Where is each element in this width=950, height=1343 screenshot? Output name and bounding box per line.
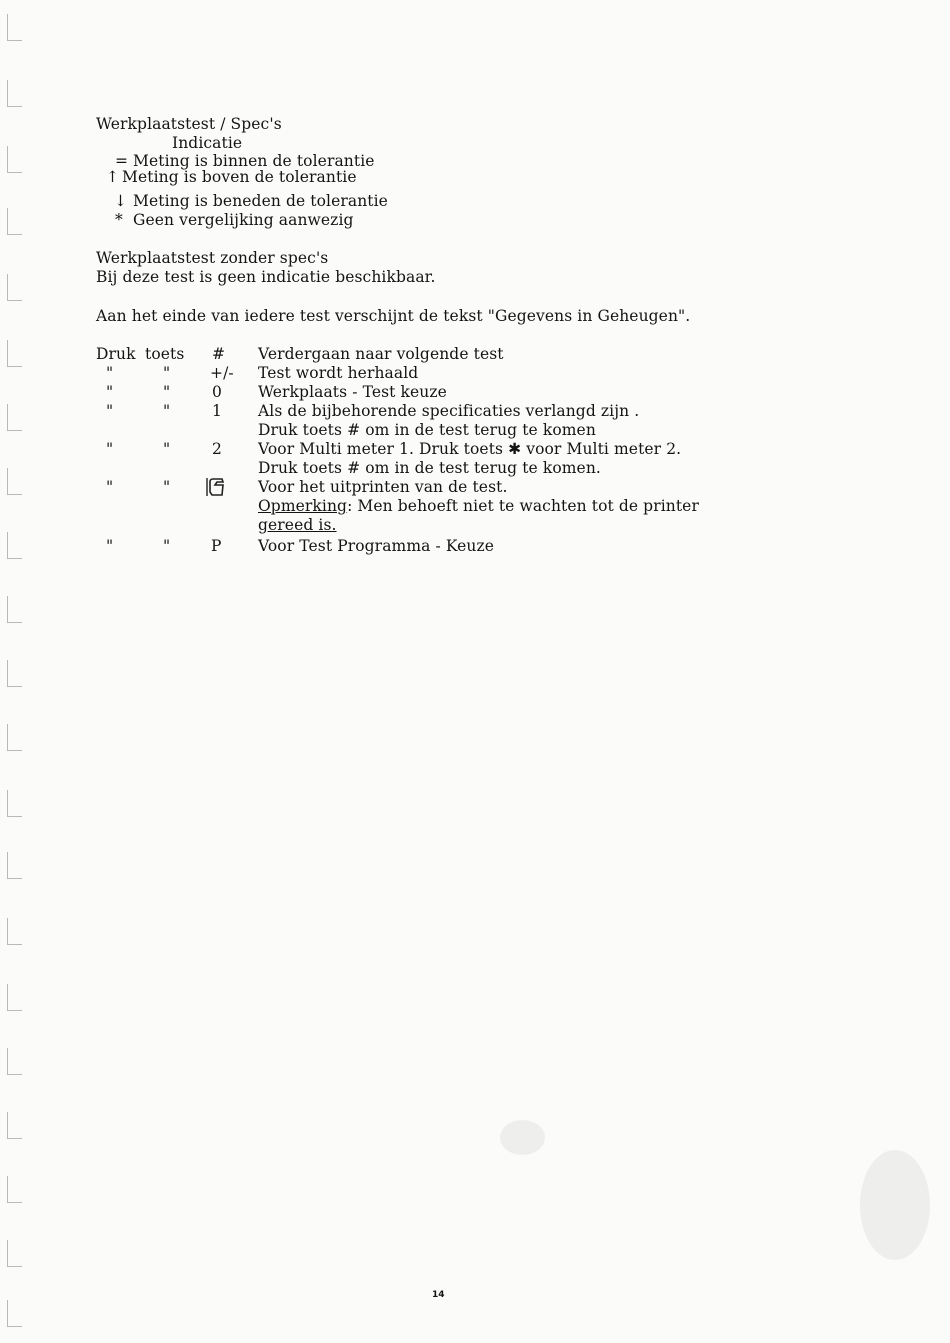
legend-symbol: ↑ <box>106 168 120 186</box>
section-subtitle: Indicatie <box>172 134 243 152</box>
command-description: Als de bijbehorende specificaties verlangd zijn . <box>258 402 640 420</box>
section-title: Werkplaatstest / Spec's <box>96 115 282 133</box>
command-label: toets <box>145 345 185 363</box>
command-description: Voor het uitprinten van de test. <box>258 478 508 496</box>
paper-smudge <box>860 1150 930 1260</box>
binding-mark <box>7 1112 22 1139</box>
command-description: Werkplaats - Test keuze <box>258 383 447 401</box>
ditto-mark: " <box>163 364 171 382</box>
legend-symbol: ↓ <box>114 192 128 210</box>
command-key: 2 <box>212 440 222 458</box>
ditto-mark: " <box>163 440 171 458</box>
binding-mark <box>7 852 22 879</box>
binding-mark <box>7 660 22 687</box>
ditto-mark: " <box>106 383 114 401</box>
binding-mark <box>7 1176 22 1203</box>
command-description: Test wordt herhaald <box>258 364 419 382</box>
remark-line <box>258 497 699 515</box>
legend-text: Meting is boven de tolerantie <box>122 168 357 186</box>
legend-text: Geen vergelijking aanwezig <box>133 211 354 229</box>
command-description: Voor Multi meter 1. Druk toets ✱ voor Multi meter 2. <box>258 440 682 458</box>
binding-mark <box>7 80 22 107</box>
binding-mark <box>7 532 22 559</box>
ditto-mark: " <box>163 537 171 555</box>
ditto-mark: " <box>106 537 114 555</box>
binding-mark <box>7 274 22 301</box>
ditto-mark: " <box>106 478 114 496</box>
command-key: P <box>211 537 222 555</box>
binding-mark <box>7 404 22 431</box>
command-key: # <box>212 345 226 363</box>
command-description: Voor Test Programma - Keuze <box>258 537 495 555</box>
paper-smudge <box>500 1120 545 1155</box>
ditto-mark: " <box>106 364 114 382</box>
binding-mark <box>7 724 22 751</box>
ditto-mark: " <box>163 478 171 496</box>
command-label: Druk <box>96 345 136 363</box>
section-text: Aan het einde van iedere test verschijnt de tekst "Gegevens in Geheugen". <box>96 307 691 325</box>
command-key: 0 <box>212 383 222 401</box>
binding-mark <box>7 1300 22 1327</box>
command-description: Druk toets # om in de test terug te komen <box>258 421 596 439</box>
binding-mark <box>7 596 22 623</box>
remark-text-continued: gereed is. <box>258 516 337 534</box>
command-key: 1 <box>212 402 222 420</box>
ditto-mark: " <box>163 383 171 401</box>
section-text: Bij deze test is geen indicatie beschikbaar. <box>96 268 436 286</box>
binding-mark <box>7 984 22 1011</box>
binding-mark <box>7 468 22 495</box>
binding-mark <box>7 14 22 41</box>
legend-text: Meting is binnen de tolerantie <box>133 152 375 170</box>
printer-icon <box>205 476 227 498</box>
binding-mark <box>7 340 22 367</box>
ditto-mark: " <box>106 402 114 420</box>
remark-text: : Men behoeft niet te wachten tot de printer <box>347 497 699 515</box>
command-description: Verdergaan naar volgende test <box>258 345 504 363</box>
section-title: Werkplaatstest zonder spec's <box>96 249 329 267</box>
command-key: +/- <box>210 364 234 382</box>
legend-symbol: = <box>115 152 129 170</box>
remark-label: Opmerking <box>258 497 348 515</box>
command-description: Druk toets # om in de test terug te komen. <box>258 459 601 477</box>
legend-text: Meting is beneden de tolerantie <box>133 192 388 210</box>
binding-mark <box>7 208 22 235</box>
page-number: 14 <box>432 1290 445 1300</box>
binding-mark <box>7 1240 22 1267</box>
binding-mark <box>7 1048 22 1075</box>
binding-mark <box>7 790 22 817</box>
binding-holes <box>0 0 30 1343</box>
binding-mark <box>7 918 22 945</box>
legend-symbol: * <box>115 211 123 229</box>
ditto-mark: " <box>106 440 114 458</box>
ditto-mark: " <box>163 402 171 420</box>
binding-mark <box>7 146 22 173</box>
